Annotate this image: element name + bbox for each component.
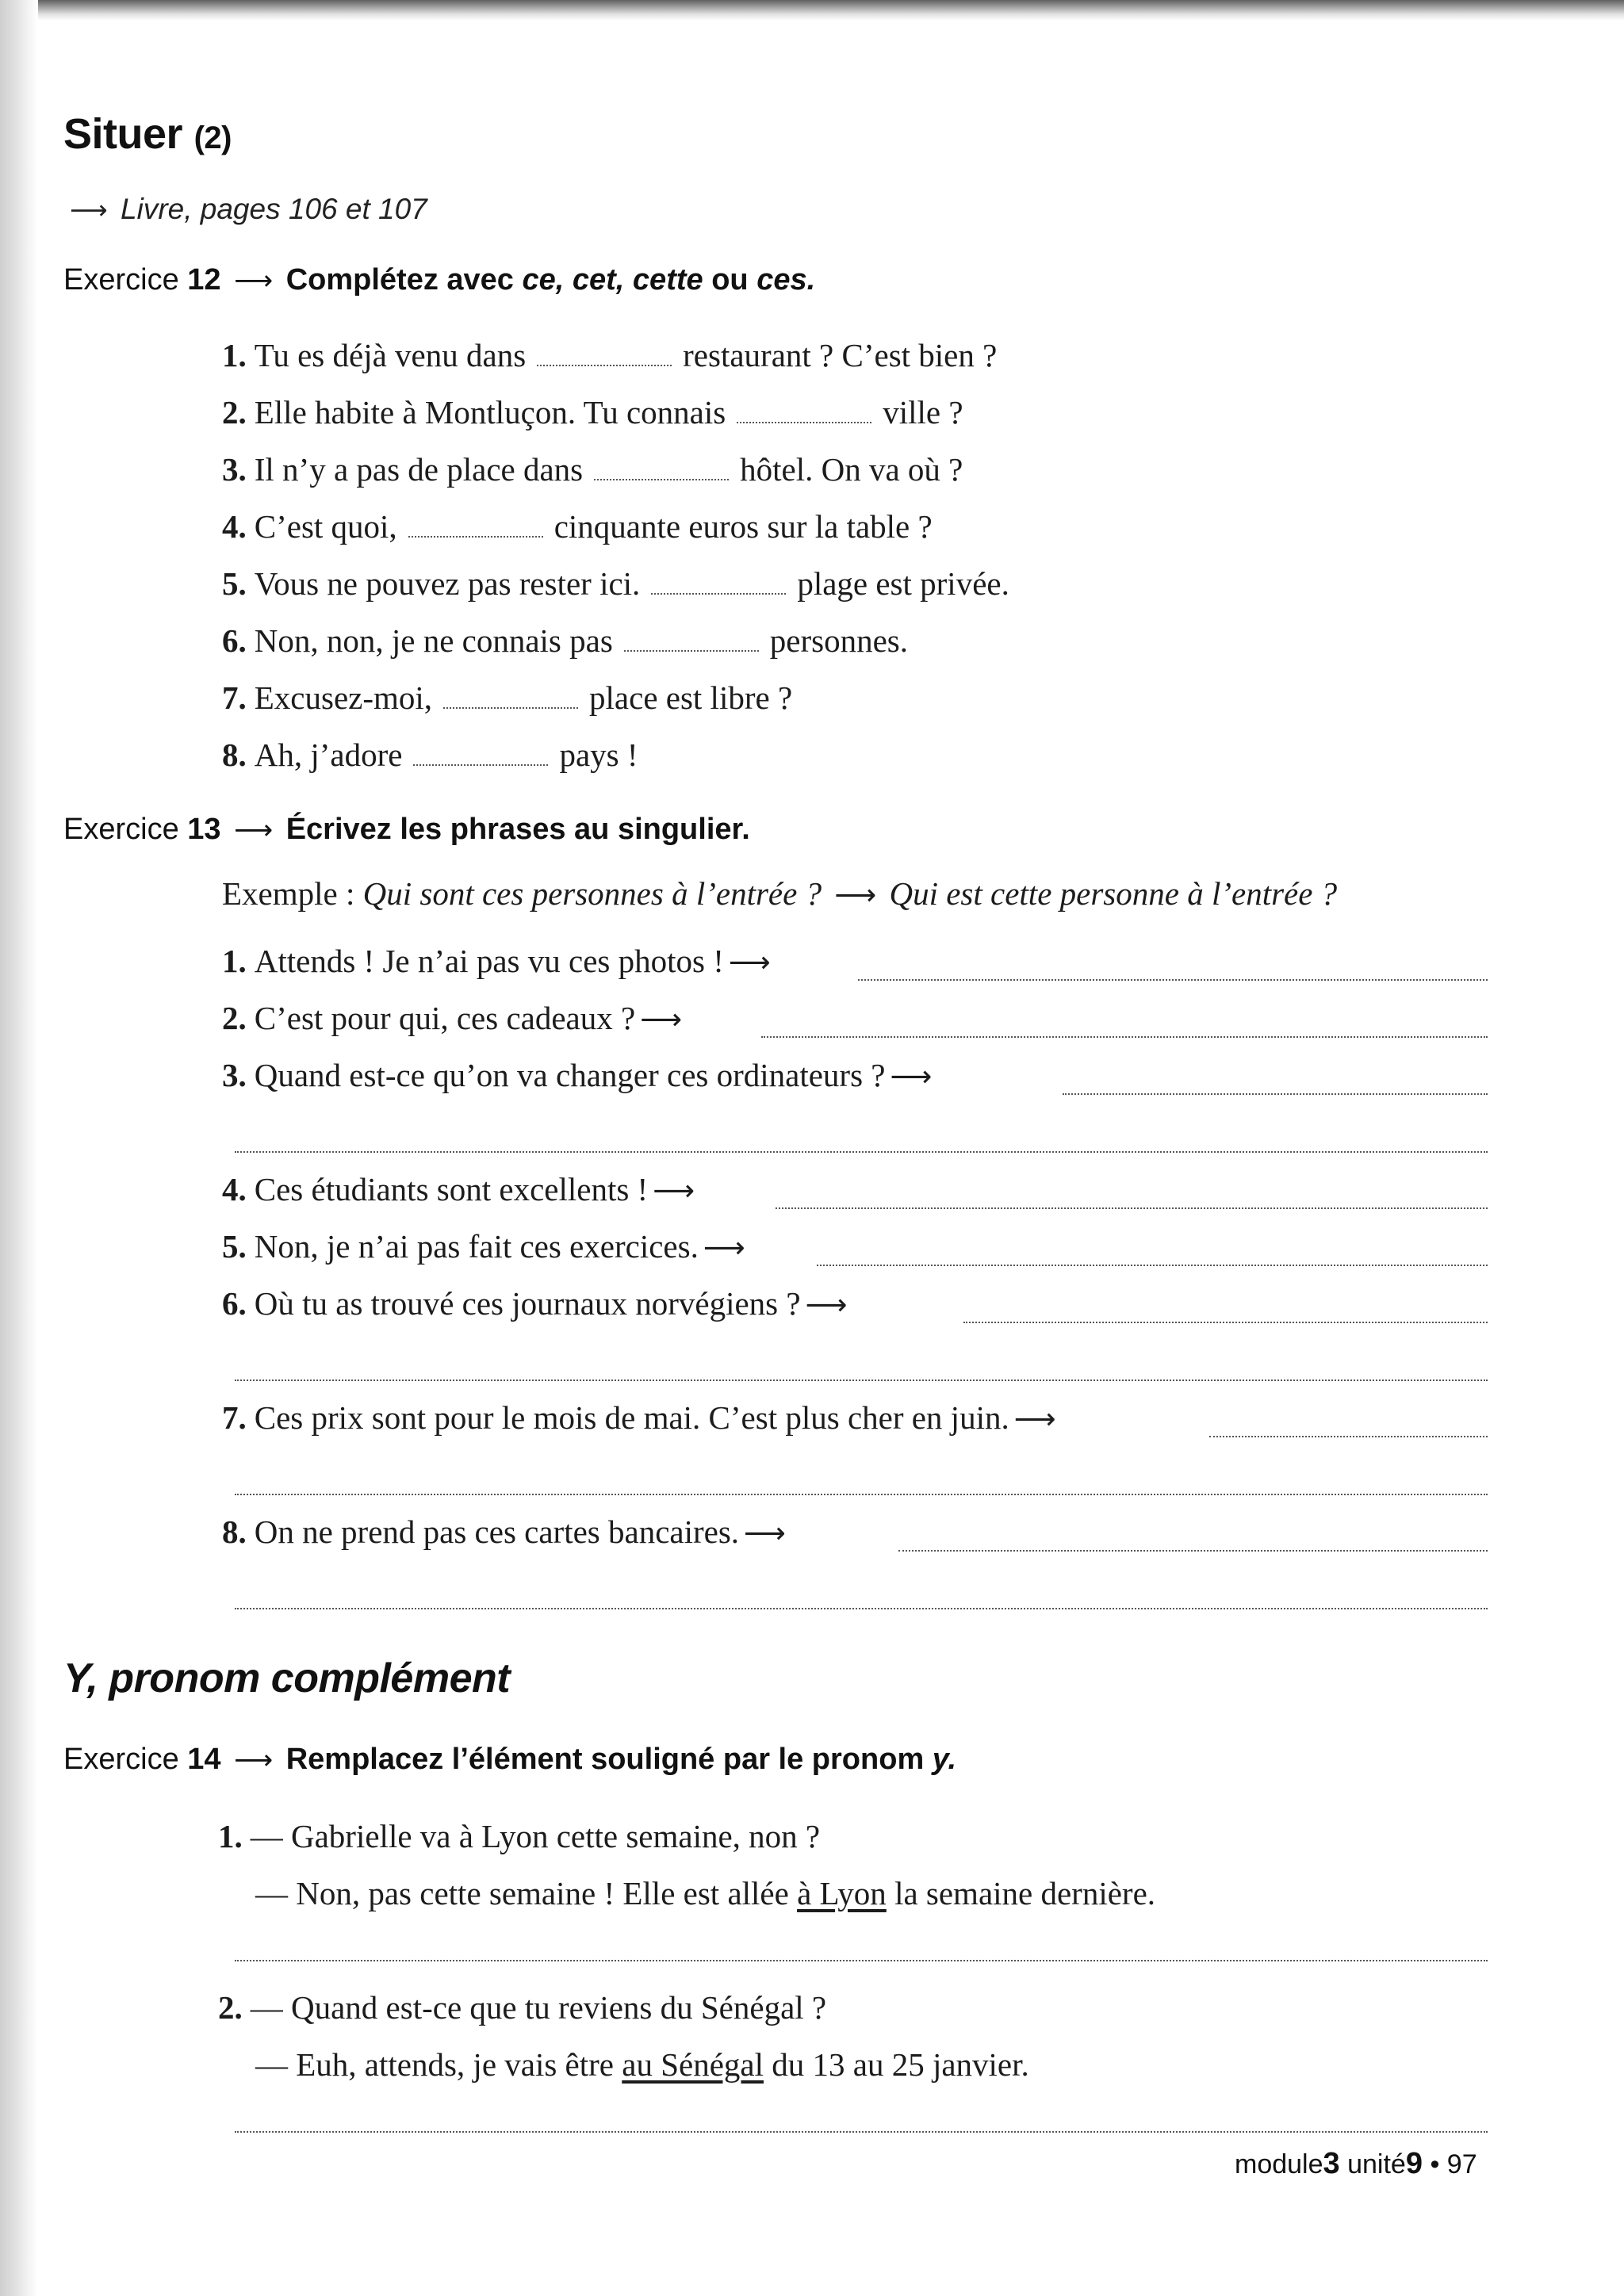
instruction-text: ou bbox=[703, 263, 757, 297]
exercise-12-header bbox=[63, 263, 815, 297]
item-number: 2. bbox=[222, 1000, 247, 1036]
footer-module-label: module bbox=[1235, 2149, 1323, 2179]
exercise-label: Exercice bbox=[63, 813, 179, 846]
exercise-13-header bbox=[63, 813, 750, 847]
answer-blank[interactable] bbox=[624, 634, 759, 652]
answer-line[interactable] bbox=[963, 1322, 1488, 1323]
arrow-right-icon: ⟶ bbox=[653, 1173, 695, 1207]
exercise-14-header bbox=[63, 1743, 956, 1777]
item-number: 7. bbox=[222, 1399, 247, 1436]
item-text: — Non, pas cette semaine ! Elle est allée bbox=[255, 1875, 798, 1911]
ex13-item bbox=[222, 1284, 852, 1322]
item-text: personnes. bbox=[769, 622, 909, 659]
arrow-right-icon: ⟶ bbox=[805, 1288, 848, 1322]
ex13-item bbox=[222, 1170, 699, 1208]
item-text: Non, je n’ai pas fait ces exercices. bbox=[254, 1228, 699, 1265]
item-text: C’est quoi, bbox=[254, 508, 397, 545]
ex13-item bbox=[222, 1399, 1061, 1437]
exercise-label: Exercice bbox=[63, 1743, 179, 1776]
item-text: Elle habite à Montluçon. Tu connais bbox=[254, 394, 726, 430]
item-number: 7. bbox=[222, 679, 247, 716]
ex12-item bbox=[222, 564, 1009, 603]
item-text: Ah, j’adore bbox=[254, 737, 403, 773]
exercise-14-instruction bbox=[286, 1743, 956, 1776]
item-text: Quand est-ce qu’on va changer ces ordinateurs ? bbox=[254, 1057, 886, 1093]
item-number: 8. bbox=[222, 737, 247, 773]
item-number: 6. bbox=[222, 622, 247, 659]
footer-module-number: 3 bbox=[1323, 2147, 1340, 2180]
ex13-item bbox=[222, 1513, 791, 1551]
arrow-right-icon: ⟶ bbox=[234, 814, 274, 846]
answer-line[interactable] bbox=[235, 1960, 1488, 1961]
exercise-number: 14 bbox=[187, 1743, 221, 1776]
answer-line[interactable] bbox=[858, 979, 1488, 981]
item-text: Non, non, je ne connais pas bbox=[254, 622, 613, 659]
item-text: la semaine dernière. bbox=[886, 1875, 1156, 1911]
item-text: restaurant ? C’est bien ? bbox=[683, 337, 998, 373]
answer-blank[interactable] bbox=[651, 577, 786, 595]
page-footer bbox=[1235, 2147, 1477, 2181]
answer-line[interactable] bbox=[776, 1207, 1488, 1209]
exercise-number: 13 bbox=[187, 813, 221, 846]
underlined-element: au Sénégal bbox=[622, 2046, 764, 2083]
section-title-pronom-y bbox=[63, 1655, 510, 1702]
answer-line[interactable] bbox=[1209, 1436, 1488, 1437]
item-number: 1. bbox=[222, 337, 247, 373]
section-title-situer bbox=[63, 109, 232, 159]
answer-blank[interactable] bbox=[737, 406, 871, 423]
example-answer: Qui est cette personne à l’entrée ? bbox=[889, 875, 1338, 912]
item-text: Où tu as trouvé ces journaux norvégiens ? bbox=[254, 1285, 801, 1322]
arrow-right-icon: ⟶ bbox=[1013, 1402, 1056, 1436]
answer-line[interactable] bbox=[235, 1494, 1488, 1495]
item-text: Tu es déjà venu dans bbox=[254, 337, 527, 373]
item-number: 4. bbox=[222, 1171, 247, 1207]
answer-line[interactable] bbox=[235, 2131, 1488, 2133]
arrow-right-icon: ⟶ bbox=[834, 878, 877, 912]
item-number: 4. bbox=[222, 508, 247, 545]
item-text: Vous ne pouvez pas rester ici. bbox=[254, 565, 641, 602]
item-text: du 13 au 25 janvier. bbox=[764, 2046, 1029, 2083]
item-text: cinquante euros sur la table ? bbox=[553, 508, 933, 545]
arrow-right-icon: ⟶ bbox=[703, 1230, 745, 1265]
item-text: Attends ! Je n’ai pas vu ces photos ! bbox=[254, 943, 724, 979]
book-reference bbox=[65, 193, 427, 226]
item-text: pays ! bbox=[559, 737, 638, 773]
ex13-item bbox=[222, 1227, 750, 1265]
answer-blank[interactable] bbox=[408, 520, 543, 538]
answer-line[interactable] bbox=[761, 1036, 1488, 1038]
answer-line[interactable] bbox=[235, 1380, 1488, 1381]
exercise-13-instruction: Écrivez les phrases au singulier. bbox=[285, 813, 750, 846]
ex12-item bbox=[222, 679, 792, 717]
answer-line[interactable] bbox=[235, 1151, 1488, 1153]
item-number: 1. bbox=[222, 943, 247, 979]
ex12-item bbox=[222, 507, 933, 545]
ex13-item bbox=[222, 999, 687, 1037]
arrow-right-icon: ⟶ bbox=[890, 1059, 933, 1093]
ex14-item-question bbox=[218, 1988, 826, 2026]
instruction-words: ces. bbox=[756, 263, 816, 297]
item-number: 2. bbox=[222, 394, 247, 430]
arrow-right-icon: ⟶ bbox=[234, 265, 274, 297]
item-text: Ces étudiants sont excellents ! bbox=[254, 1171, 649, 1207]
item-text: Excusez-moi, bbox=[254, 679, 433, 716]
example-question: Qui sont ces personnes à l’entrée ? bbox=[362, 875, 822, 912]
arrow-right-icon: ⟶ bbox=[234, 1744, 274, 1776]
item-text: Il n’y a pas de place dans bbox=[254, 451, 584, 488]
arrow-right-icon: ⟶ bbox=[728, 945, 771, 979]
instruction-words: ce, cet, cette bbox=[522, 263, 703, 297]
arrow-right-icon: ⟶ bbox=[640, 1002, 683, 1036]
item-text: plage est privée. bbox=[797, 565, 1009, 602]
item-number: 6. bbox=[222, 1285, 247, 1322]
answer-blank[interactable] bbox=[537, 349, 672, 366]
exercise-number: 12 bbox=[187, 263, 221, 297]
instruction-text: Complétez avec bbox=[285, 263, 523, 297]
instruction-words: y. bbox=[932, 1743, 957, 1776]
page-number: 97 bbox=[1446, 2149, 1477, 2179]
instruction-text: Remplacez l’élément souligné par le pronom bbox=[285, 1743, 933, 1776]
item-text: Ces prix sont pour le mois de mai. C’est plus cher en juin. bbox=[254, 1399, 1009, 1436]
item-number: 3. bbox=[222, 451, 247, 488]
arrow-right-icon: ⟶ bbox=[744, 1516, 786, 1550]
answer-line[interactable] bbox=[898, 1550, 1488, 1552]
answer-blank[interactable] bbox=[443, 691, 578, 709]
item-text: On ne prend pas ces cartes bancaires. bbox=[254, 1513, 740, 1550]
answer-blank[interactable] bbox=[594, 463, 729, 480]
item-number: 3. bbox=[222, 1057, 247, 1093]
ex12-item bbox=[222, 336, 997, 374]
item-number: 5. bbox=[222, 565, 247, 602]
item-text: C’est pour qui, ces cadeaux ? bbox=[254, 1000, 636, 1036]
item-number: 1. bbox=[218, 1818, 243, 1854]
section-title-suffix: (2) bbox=[193, 121, 232, 155]
item-text: — Gabrielle va à Lyon cette semaine, non ? bbox=[250, 1818, 821, 1854]
ex12-item bbox=[222, 450, 963, 488]
section-title-text: Situer bbox=[63, 110, 183, 158]
ex12-item bbox=[222, 622, 908, 660]
ex13-item bbox=[222, 942, 776, 980]
underlined-element: à Lyon bbox=[797, 1875, 887, 1911]
footer-bullet: • bbox=[1430, 2149, 1440, 2179]
answer-line[interactable] bbox=[817, 1265, 1488, 1266]
footer-unit-label: unité bbox=[1347, 2149, 1406, 2179]
book-reference-text: Livre, pages 106 et 107 bbox=[121, 193, 427, 225]
ex14-item-answer bbox=[255, 2045, 1029, 2084]
ex13-item bbox=[222, 1056, 936, 1094]
example-label: Exemple : bbox=[222, 875, 355, 912]
answer-line[interactable] bbox=[235, 1608, 1488, 1609]
item-text: — Euh, attends, je vais être bbox=[255, 2046, 622, 2083]
footer-unit-number: 9 bbox=[1405, 2147, 1423, 2180]
ex14-item-answer bbox=[255, 1874, 1155, 1912]
exercise-13-example bbox=[222, 874, 1337, 913]
item-text: ville ? bbox=[883, 394, 963, 430]
ex12-item bbox=[222, 736, 638, 774]
item-text: — Quand est-ce que tu reviens du Sénégal ? bbox=[250, 1989, 827, 2026]
exercise-12-instruction bbox=[286, 263, 815, 297]
answer-blank[interactable] bbox=[413, 748, 548, 766]
arrow-right-icon: ⟶ bbox=[70, 194, 108, 225]
item-number: 5. bbox=[222, 1228, 247, 1265]
section-title-text: Y, pronom complément bbox=[63, 1655, 511, 1701]
ex12-item bbox=[222, 393, 963, 431]
ex14-item-question bbox=[218, 1817, 820, 1855]
exercise-label: Exercice bbox=[63, 263, 179, 297]
item-text: hôtel. On va où ? bbox=[740, 451, 963, 488]
item-number: 2. bbox=[218, 1989, 243, 2026]
item-number: 8. bbox=[222, 1513, 247, 1550]
answer-line[interactable] bbox=[1063, 1093, 1488, 1095]
item-text: place est libre ? bbox=[589, 679, 793, 716]
